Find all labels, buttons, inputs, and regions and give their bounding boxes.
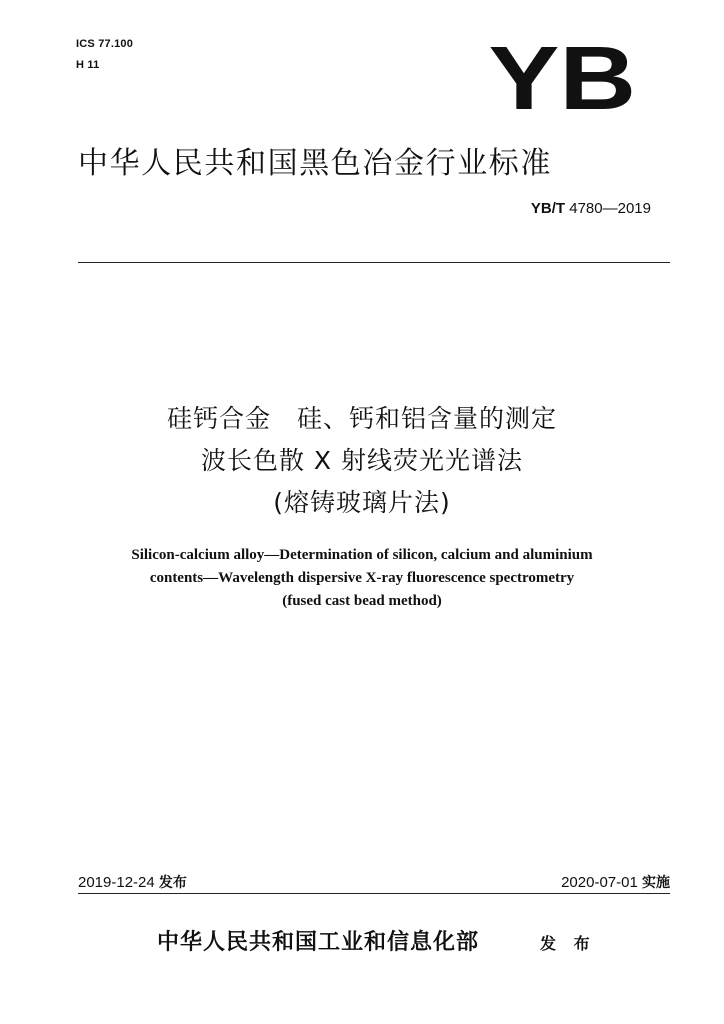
top-divider bbox=[78, 262, 670, 263]
chinese-title-line-2: 波长色散 X 射线荧光光谱法 bbox=[200, 446, 524, 475]
standard-number-value: 4780—2019 bbox=[569, 200, 651, 217]
english-title-line-1: Silicon-calcium alloy—Determination of silicon, calcium and aluminium bbox=[131, 547, 593, 563]
yb-logo: YB bbox=[488, 29, 636, 129]
english-title-line-3: (fused cast bead method) bbox=[282, 593, 442, 609]
implementation-label: 实施 bbox=[642, 875, 670, 891]
issue-label: 发布 bbox=[158, 875, 187, 891]
issue-date bbox=[78, 872, 187, 892]
standard-number-prefix: YB/T bbox=[530, 200, 566, 217]
publisher-name: 中华人民共和国工业和信息化部 bbox=[157, 930, 480, 955]
issue-date-value: 2019-12-24 bbox=[78, 874, 155, 891]
chinese-title-line-1: 硅钙合金 硅、钙和铝含量的测定 bbox=[166, 404, 557, 433]
implementation-date bbox=[561, 872, 670, 892]
bottom-divider bbox=[78, 893, 670, 894]
chinese-title-line-3: (熔铸玻璃片法) bbox=[273, 488, 451, 517]
implementation-date-value: 2020-07-01 bbox=[561, 874, 638, 891]
ccs-code: H 11 bbox=[76, 59, 100, 71]
standard-category-title: 中华人民共和国黑色冶金行业标准 bbox=[78, 146, 552, 181]
standard-number bbox=[531, 200, 651, 217]
publisher-action: 发 布 bbox=[540, 934, 596, 953]
english-title-line-2: contents—Wavelength dispersive X-ray fluorescence spectrometry bbox=[149, 570, 575, 586]
ics-code: ICS 77.100 bbox=[76, 38, 134, 50]
english-title bbox=[0, 544, 724, 613]
chinese-title bbox=[0, 398, 724, 524]
